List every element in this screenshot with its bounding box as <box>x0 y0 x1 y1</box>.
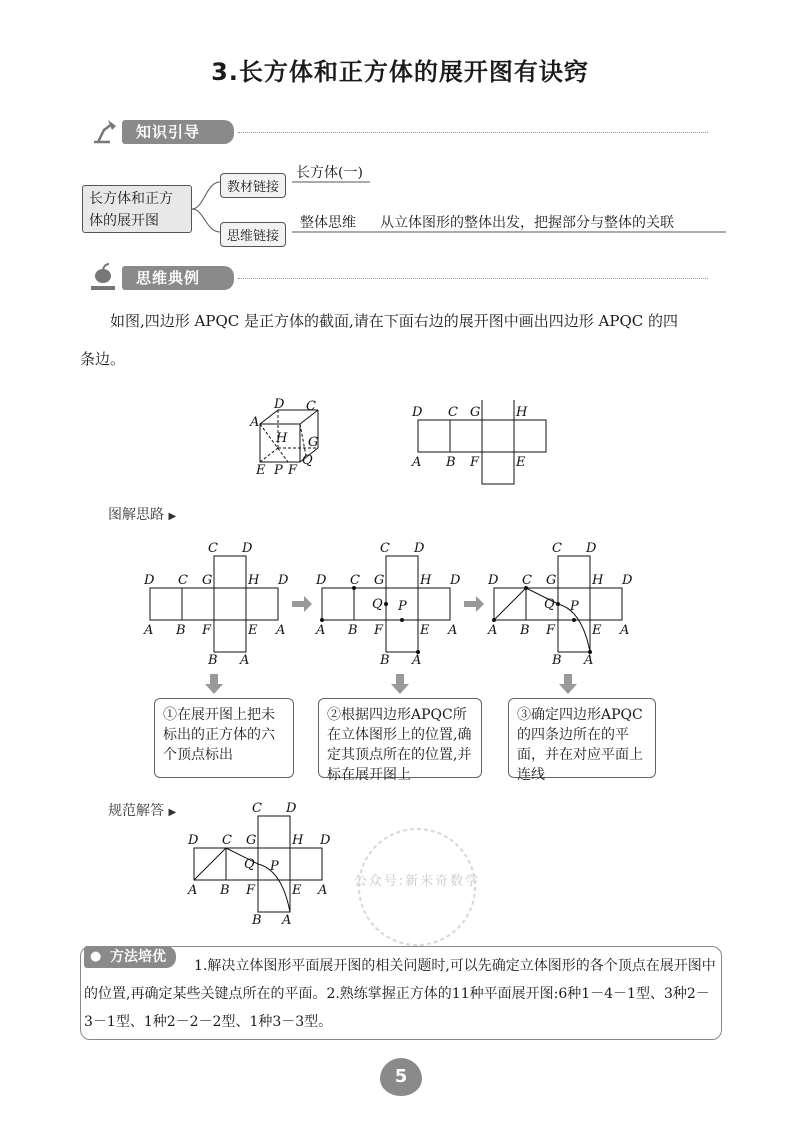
svg-text:A: A <box>250 415 260 430</box>
svg-text:G: G <box>546 573 557 588</box>
svg-text:A: A <box>448 623 458 638</box>
problem-line-2: 条边。 <box>80 350 126 368</box>
svg-text:D: D <box>274 397 285 412</box>
svg-text:A: A <box>412 455 422 470</box>
svg-text:G: G <box>470 405 481 420</box>
svg-text:C: C <box>552 541 562 556</box>
svg-text:B: B <box>348 623 358 638</box>
svg-text:A: A <box>488 623 498 638</box>
method-tag-text: 方法培优 <box>110 949 166 965</box>
svg-text:D: D <box>412 405 423 420</box>
svg-text:F: F <box>470 455 480 470</box>
net-solution <box>184 796 344 928</box>
svg-text:D: D <box>450 573 461 588</box>
svg-text:F: F <box>374 623 384 638</box>
step-box-1: ①在展开图上把未标出的正方体的六个顶点标出 <box>154 698 294 778</box>
svg-text:C: C <box>252 801 262 816</box>
mindmap-root: 长方体和正方体的展开图 <box>82 185 192 233</box>
svg-text:H: H <box>592 573 604 588</box>
page-title: 3.长方体和正方体的展开图有诀窍 <box>211 58 589 86</box>
svg-text:G: G <box>308 435 319 450</box>
svg-text:G: G <box>374 573 385 588</box>
svg-text:A: A <box>240 653 250 668</box>
cube-figure <box>248 396 328 476</box>
method-text: 1.解决立体图形平面展开图的相关问题时,可以先确定立体图形的各个顶点在展开图中的位置,再确定某些关键点所在的平面。2.熟练掌握正方体的11种平面展开图:6种1－4－1型、3种2－3－1型、1种2－2－2型、1种3－3型。 <box>84 958 716 1030</box>
section-title-example: 思维典例 <box>122 266 234 290</box>
svg-text:P: P <box>570 599 579 614</box>
svg-text:D: D <box>586 541 597 556</box>
svg-text:D: D <box>144 573 155 588</box>
svg-text:B: B <box>552 653 562 668</box>
svg-text:E: E <box>592 623 602 638</box>
net-step-1 <box>143 541 289 668</box>
svg-text:C: C <box>222 833 232 848</box>
svg-text:C: C <box>350 573 360 588</box>
svg-text:Q: Q <box>544 597 555 612</box>
svg-text:C: C <box>380 541 390 556</box>
problem-line-1: 如图,四边形 APQC 是正方体的截面,请在下面右边的展开图中画出四边形 APQC 的四 <box>110 312 679 330</box>
svg-text:H: H <box>292 833 304 848</box>
svg-text:A: A <box>620 623 630 638</box>
watermark-text: 公众号:新米奇数学 <box>353 874 481 889</box>
svg-text:C: C <box>448 405 458 420</box>
section-header-example <box>88 266 708 292</box>
triangle-right-icon: ▶ <box>168 807 177 818</box>
svg-text:D: D <box>414 541 425 556</box>
svg-text:A: A <box>276 623 286 638</box>
solution-label <box>108 800 176 820</box>
svg-text:F: F <box>202 623 212 638</box>
svg-text:D: D <box>242 541 253 556</box>
svg-text:F: F <box>288 463 298 476</box>
svg-text:H: H <box>276 431 288 446</box>
svg-text:B: B <box>176 623 186 638</box>
svg-text:A: A <box>144 623 154 638</box>
section-header-knowledge <box>88 120 708 146</box>
svg-text:E: E <box>248 623 258 638</box>
svg-text:P: P <box>270 859 279 874</box>
svg-text:P: P <box>274 463 283 476</box>
diagram-thinking-text: 图解思路 <box>108 507 164 523</box>
svg-text:E: E <box>292 883 302 898</box>
svg-text:P: P <box>398 599 407 614</box>
svg-text:D: D <box>622 573 633 588</box>
svg-text:E: E <box>420 623 430 638</box>
svg-text:Q: Q <box>244 857 255 872</box>
pin-icon: ● <box>90 949 102 964</box>
svg-text:D: D <box>188 833 199 848</box>
svg-text:H: H <box>248 573 260 588</box>
svg-text:B: B <box>380 653 390 668</box>
svg-text:B: B <box>446 455 456 470</box>
section-title-knowledge: 知识引导 <box>122 120 234 144</box>
svg-text:H: H <box>516 405 528 420</box>
page-number: 5 <box>380 1058 422 1096</box>
step-box-2: ②根据四边形APQC所在立体图形上的位置,确定其顶点所在的位置,并标在展开图上 <box>318 698 482 778</box>
svg-text:D: D <box>278 573 289 588</box>
svg-text:C: C <box>178 573 188 588</box>
net-figure-given <box>408 400 558 490</box>
mindmap-branch-textbook: 教材链接 <box>220 173 286 198</box>
svg-text:D: D <box>320 833 331 848</box>
svg-text:D: D <box>286 801 297 816</box>
svg-text:G: G <box>246 833 257 848</box>
svg-text:B: B <box>252 913 262 928</box>
svg-text:A: A <box>412 653 422 668</box>
solution-text: 规范解答 <box>108 803 164 819</box>
diagram-thinking-label <box>108 504 176 524</box>
triangle-right-icon: ▶ <box>168 511 177 522</box>
svg-text:Q: Q <box>302 453 313 468</box>
mindmap-textbook-content: 长方体(一) <box>296 165 363 181</box>
svg-text:F: F <box>246 883 256 898</box>
apple-book-icon <box>88 262 118 292</box>
mindmap-thinking-detail: 从立体图形的整体出发，把握部分与整体的关联 <box>380 215 674 231</box>
down-arrows <box>204 674 584 696</box>
step-nets <box>140 538 640 668</box>
svg-text:E: E <box>256 463 266 476</box>
svg-text:G: G <box>202 573 213 588</box>
svg-text:A: A <box>318 883 328 898</box>
svg-text:A: A <box>282 913 292 928</box>
step-box-3: ③确定四边形APQC的四条边所在的平面，并在对应平面上连线 <box>508 698 656 778</box>
svg-text:Q: Q <box>372 597 383 612</box>
svg-text:B: B <box>208 653 218 668</box>
lamp-icon <box>88 116 118 146</box>
svg-text:D: D <box>488 573 499 588</box>
net-step-3 <box>487 541 633 668</box>
mindmap-branch-thinking: 思维链接 <box>220 222 286 247</box>
svg-text:A: A <box>316 623 326 638</box>
net-step-2 <box>315 541 461 668</box>
svg-text:C: C <box>306 399 316 414</box>
svg-text:D: D <box>316 573 327 588</box>
svg-text:E: E <box>516 455 526 470</box>
svg-text:B: B <box>520 623 530 638</box>
svg-text:C: C <box>522 573 532 588</box>
svg-text:A: A <box>584 653 594 668</box>
svg-text:B: B <box>220 883 230 898</box>
mindmap-thinking-content: 整体思维 <box>300 215 356 231</box>
svg-text:C: C <box>208 541 218 556</box>
svg-text:H: H <box>420 573 432 588</box>
svg-text:F: F <box>546 623 556 638</box>
svg-text:A: A <box>188 883 198 898</box>
